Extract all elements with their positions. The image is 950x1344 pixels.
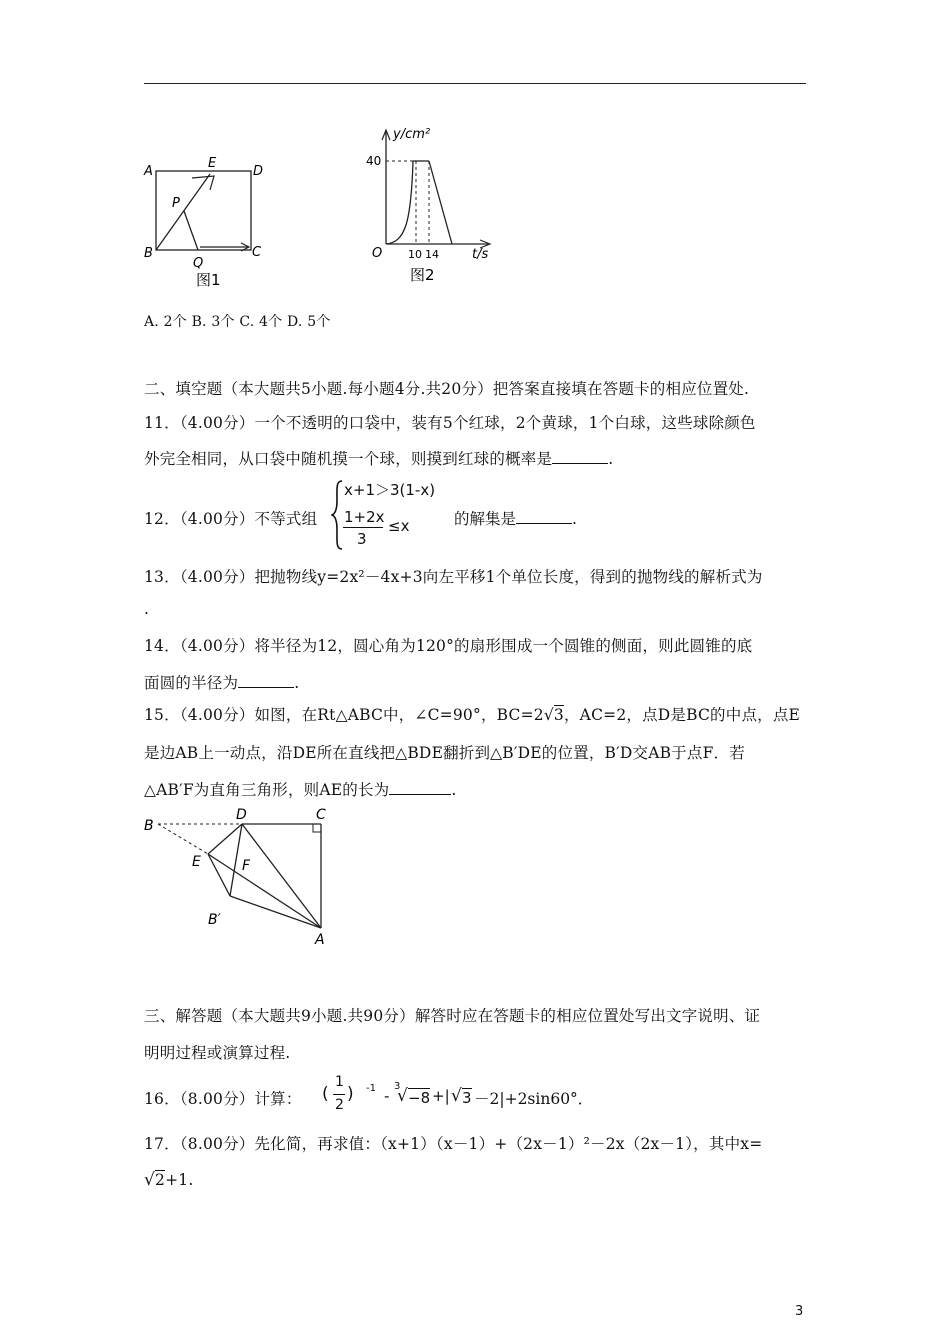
q16-line	[144, 1087, 302, 1109]
fig1-label-b: B	[144, 246, 153, 261]
q12-ineq1: x+1＞3(1-x)	[344, 481, 436, 499]
q11-line1: 11．（4.00分）一个不透明的口袋中，装有5个红球，2个黄球，1个白球，这些球除颜色	[144, 414, 756, 432]
q16-root-body: −8	[408, 1089, 431, 1107]
q15-line3-text: △AB′F为直角三角形，则AE的长为	[144, 781, 390, 799]
q16-root-index: 3	[394, 1081, 401, 1092]
segment-de	[208, 824, 242, 854]
q15-line2: 是边AB上一动点，沿DE所在直线把△BDE翻折到△B′DE的位置，B′D交AB于点F．若	[144, 744, 745, 762]
q13-line1: 13．（4.00分）把抛物线y=2x²－4x+3向左平移1个单位长度，得到的抛物线的解析式为	[144, 568, 763, 586]
sqrt-icon: √	[543, 706, 554, 724]
fig2-y-tick: 40	[366, 154, 382, 168]
fig1-label-e: E	[208, 156, 217, 171]
q12-frac-bar	[343, 527, 383, 528]
fig2-x-tick-10: 10	[408, 248, 422, 261]
figure-1	[140, 150, 270, 290]
q17-line2-tail: +1.	[165, 1171, 194, 1189]
q16-close-paren: )	[347, 1084, 354, 1104]
q16-open-paren: (	[322, 1084, 329, 1104]
q16-frac-den: 2	[335, 1097, 344, 1113]
fig3-label-d: D	[236, 807, 247, 823]
q16-frac-num: 1	[335, 1074, 344, 1090]
fig1-label-q: Q	[193, 256, 204, 271]
fig2-x-tick-14: 14	[425, 248, 439, 261]
fig1-label-a: A	[144, 164, 153, 179]
q15-line1-a: 15．（4.00分）如图，在Rt△ABC中，∠C=90°，BC=2	[144, 706, 544, 724]
fig3-label-b-prime: B′	[208, 912, 221, 928]
q15-answer-blank	[389, 780, 451, 795]
q16-frac-bar	[333, 1094, 345, 1095]
q15-line3: △AB′F为直角三角形，则AE的长为 .	[144, 781, 457, 799]
q17-sqrt-body: 2	[155, 1171, 166, 1189]
q12-suffix-text: 的解集是	[454, 510, 517, 528]
descent-segment	[429, 161, 452, 244]
fig2-origin: O	[372, 246, 383, 261]
fig2-y-label: y/cm²	[393, 127, 431, 142]
q12-suffix: 的解集是 .	[454, 510, 577, 528]
q16-rest: －2|+2sin60°．	[474, 1090, 594, 1108]
q14-line2: 面圆的半径为 .	[144, 674, 300, 692]
q12-prefix: 12．（4.00分）不等式组	[144, 510, 318, 528]
q16-plus-abs: +|	[432, 1087, 450, 1105]
brace-icon	[331, 480, 343, 550]
fig1-label-d: D	[253, 164, 264, 179]
fig3-label-c: C	[316, 807, 326, 823]
q12-answer-blank	[516, 509, 572, 524]
page-number: 3	[795, 1304, 804, 1319]
fig3-label-a: A	[315, 932, 325, 948]
figure-2	[360, 124, 500, 289]
fig2-caption: 图2	[410, 266, 435, 284]
q15-line1-rad: 3	[553, 706, 564, 724]
q14-line1: 14．（4.00分）将半径为12，圆心角为120°的扇形围成一个圆锥的侧面，则此圆锥的底	[144, 637, 753, 655]
section3-heading-line1: 三、解答题（本大题共9小题.共90分）解答时应在答题卡的相应位置处写出文字说明、证	[144, 1007, 761, 1025]
figure-3	[138, 804, 338, 954]
fig3-label-b: B	[144, 818, 154, 834]
fig2-x-label: t/s	[472, 247, 489, 262]
segment-pq	[184, 211, 198, 250]
q12-ineq2-rel: ≤x	[388, 517, 410, 535]
q17-line2	[144, 1170, 194, 1190]
q16-prefix: 16．（8.00分）计算：	[144, 1090, 302, 1108]
q14-line2-text: 面圆的半径为	[144, 674, 239, 692]
segment-b-prime-a	[230, 896, 321, 928]
fig1-caption: 图1	[196, 271, 221, 289]
segment-ea	[208, 854, 321, 928]
segment-db-prime	[230, 824, 242, 896]
section3-heading-line2: 明明过程或演算过程.	[144, 1044, 291, 1062]
sqrt-icon-q16: √	[451, 1086, 462, 1106]
q12-ineq2-den: 3	[357, 530, 367, 548]
sqrt-icon-q17: √	[144, 1170, 156, 1190]
segment-be	[156, 174, 210, 250]
segment-da	[242, 824, 321, 928]
section2-heading: 二、填空题（本大题共5小题.每小题4分.共20分）把答案直接填在答题卡的相应位置处.	[144, 380, 750, 398]
fig1-label-p: P	[172, 196, 180, 211]
q11-line2: 外完全相同，从口袋中随机摸一个球，则摸到红球的概率是 .	[144, 450, 614, 468]
segment-eb-prime	[208, 854, 230, 896]
q15-line1-b: ，AC=2，点D是BC的中点，点E	[563, 706, 801, 724]
fig1-label-c: C	[252, 245, 262, 260]
fig3-label-e: E	[192, 854, 201, 870]
right-angle-icon	[313, 824, 321, 832]
q16-sqrt-body: 3	[462, 1089, 472, 1107]
header-rule	[144, 83, 806, 84]
q11-line2-text: 外完全相同，从口袋中随机摸一个球，则摸到红球的概率是	[144, 450, 553, 468]
q13-line2: .	[144, 600, 150, 618]
q11-answer-blank	[552, 449, 608, 464]
q15-line1	[144, 703, 800, 725]
q17-line1: 17．（8.00分）先化简，再求值：（x+1）（x－1）+（2x－1）²－2x（2x－1），其中x=	[144, 1135, 763, 1153]
cube-root-icon: √	[397, 1086, 408, 1106]
q12-ineq2-num: 1+2x	[344, 508, 385, 526]
q16-minus: -	[384, 1087, 390, 1105]
q14-answer-blank	[238, 673, 294, 688]
dashed-be	[158, 824, 208, 854]
curve-segment	[386, 161, 413, 244]
fig3-label-f: F	[242, 858, 251, 874]
q10-options: A. 2个 B. 3个 C. 4个 D. 5个	[144, 314, 331, 330]
q16-exp: -1	[366, 1083, 376, 1094]
